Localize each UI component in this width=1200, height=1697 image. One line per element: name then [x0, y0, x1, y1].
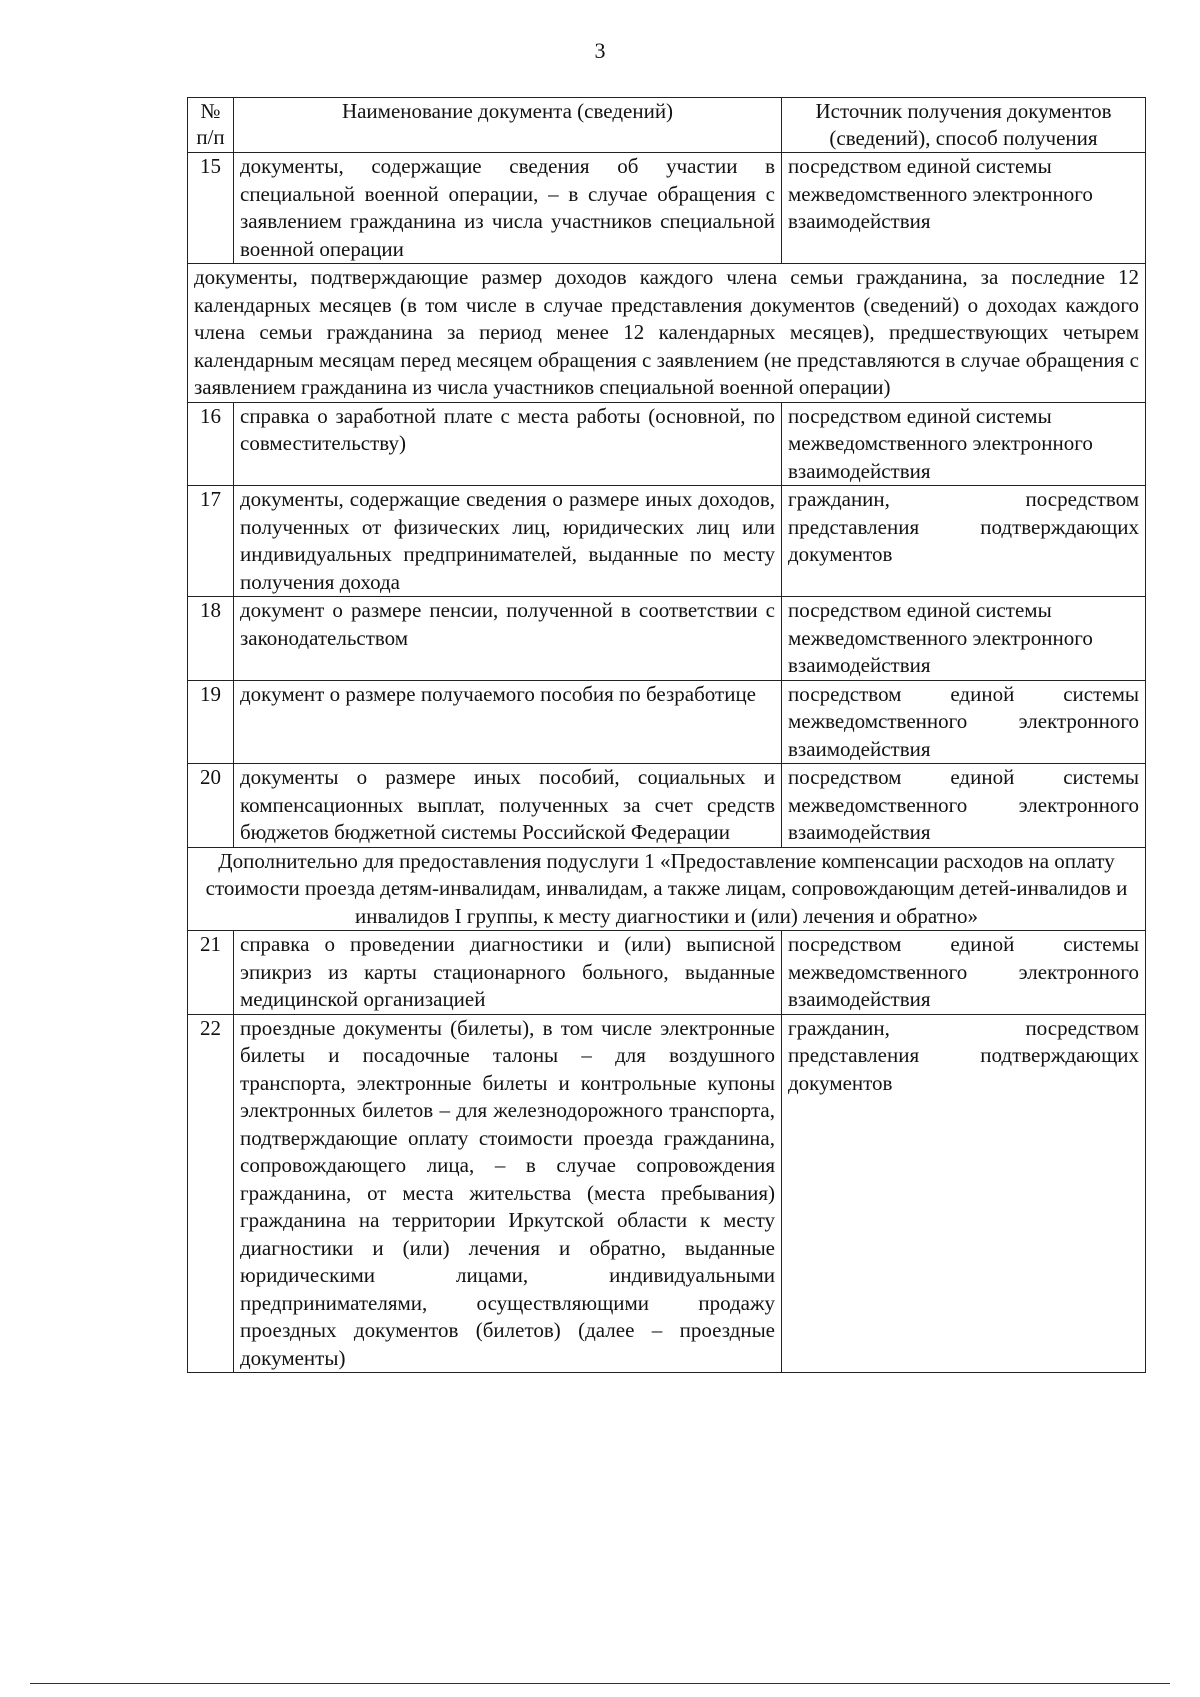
table-row: [188, 680, 1146, 764]
table-row: [188, 486, 1146, 597]
row-number: 19: [188, 680, 234, 764]
section-row: [188, 264, 1146, 403]
section-subservice-text: Дополнительно для предоставления подуслуги 1 «Предоставление компенсации расходов на оплату стоимости проезда детям-инвалидам, инвалидам, а также лицам, сопровождающим детей-инвалидов и инвалидов I группы, к месту диагностики и (или) лечения и обратно»: [188, 847, 1146, 931]
document-name: документы о размере иных пособий, социальных и компенсационных выплат, полученных за счет средств бюджетов бюджетной системы Российской Федерации: [234, 764, 782, 848]
section-row: [188, 847, 1146, 931]
document-name: документы, содержащие сведения о размере иных доходов, полученных от физических лиц, юридических лиц или индивидуальных предпринимателей, выданные по месту получения дохода: [234, 486, 782, 597]
document-source: гражданин, посредством представления подтверждающих документов: [782, 486, 1146, 597]
row-number: 16: [188, 402, 234, 486]
table-row: [188, 931, 1146, 1015]
scan-edge-line: [30, 1683, 1170, 1684]
table-row: [188, 1014, 1146, 1373]
row-number: 15: [188, 153, 234, 264]
document-source: посредством единой системы межведомственного электронного взаимодействия: [782, 597, 1146, 681]
document-name: справка о проведении диагностики и (или) выписной эпикриз из карты стационарного больного, выданные медицинской организацией: [234, 931, 782, 1015]
table-row: [188, 597, 1146, 681]
document-name: справка о заработной плате с места работы (основной, по совместительству): [234, 402, 782, 486]
document-source: посредством единой системы межведомственного электронного взаимодействия: [782, 931, 1146, 1015]
header-num: № п/п: [188, 98, 234, 153]
document-name: документ о размере пенсии, полученной в соответствии с законодательством: [234, 597, 782, 681]
header-name: Наименование документа (сведений): [234, 98, 782, 153]
section-income-text: документы, подтверждающие размер доходов каждого члена семьи гражданина, за последние 12 календарных месяцев (в том числе в случае представления документов (сведений) о доходах каждого члена семьи гражданина за период менее 12 календарных месяцев), предшествующих четырем календарным месяцам перед месяцем обращения с заявлением (не представляются в случае обращения с заявлением гражданина из числа участников специальной военной операции): [188, 264, 1146, 403]
table-row: [188, 764, 1146, 848]
row-number: 22: [188, 1014, 234, 1373]
document-source: посредством единой системы межведомственного электронного взаимодействия: [782, 153, 1146, 264]
row-number: 21: [188, 931, 234, 1015]
header-source: Источник получения документов (сведений), способ получения: [782, 98, 1146, 153]
page-number: 3: [594, 38, 606, 63]
document-name: документ о размере получаемого пособия по безработице: [234, 680, 782, 764]
document-source: посредством единой системы межведомственного электронного взаимодействия: [782, 402, 1146, 486]
document-source: гражданин, посредством представления подтверждающих документов: [782, 1014, 1146, 1373]
row-number: 20: [188, 764, 234, 848]
document-name: проездные документы (билеты), в том числе электронные билеты и посадочные талоны – для воздушного транспорта, электронные билеты и контрольные купоны электронных билетов – для железнодорожного транспорта, подтверждающие оплату стоимости проезда гражданина, сопровождающего лица, – в случае сопровождения гражданина, от места жительства (места пребывания) гражданина на территории Иркутской области к месту диагностики и (или) лечения и обратно, выданные юридическими лицами, индивидуальными предпринимателями, осуществляющими продажу проездных документов (билетов) (далее – проездные документы): [234, 1014, 782, 1373]
row-number: 17: [188, 486, 234, 597]
document-name: документы, содержащие сведения об участии в специальной военной операции, – в случае обращения с заявлением гражданина из числа участников специальной военной операции: [234, 153, 782, 264]
row-number: 18: [188, 597, 234, 681]
table-header-row: [188, 98, 1146, 153]
table-row: [188, 153, 1146, 264]
documents-table: [187, 97, 1146, 1373]
document-source: посредством единой системы межведомственного электронного взаимодействия: [782, 764, 1146, 848]
document-source: посредством единой системы межведомственного электронного взаимодействия: [782, 680, 1146, 764]
table-row: [188, 402, 1146, 486]
